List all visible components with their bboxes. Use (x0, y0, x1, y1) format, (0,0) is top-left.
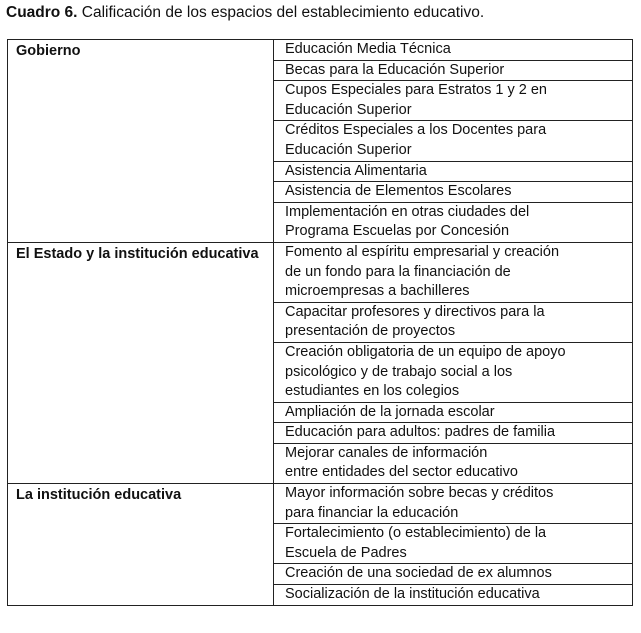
table-cell (274, 523, 632, 563)
table-group (8, 40, 632, 242)
table-cell (274, 120, 632, 160)
cell-text-line: Creación de una sociedad de ex alumnos (285, 565, 552, 582)
table-caption (6, 3, 484, 23)
caption-text: Calificación de los espacios del establecimiento educativo. (81, 4, 485, 21)
cell-text-line: Cupos Especiales para Estratos 1 y 2 en (285, 82, 547, 99)
cell-text-line: Socialización de la institución educativa (285, 586, 540, 603)
group-label: El Estado y la institución educativa (8, 243, 274, 483)
table-cell (274, 80, 632, 120)
table-group (8, 242, 632, 483)
cell-text-line: Educación para adultos: padres de familia (285, 424, 556, 441)
cell-text-line: Educación Superior (285, 141, 412, 158)
cell-text-line: Mejorar canales de información (285, 444, 488, 461)
table-cell (274, 422, 632, 443)
table-cell (274, 181, 632, 202)
table-cell (274, 484, 632, 523)
cell-text-line: Escuela de Padres (285, 544, 407, 561)
cell-text-line: Implementación en otras ciudades del (285, 203, 530, 220)
cell-text-line: para financiar la educación (285, 504, 459, 521)
cell-text-line: Créditos Especiales a los Docentes para (285, 122, 547, 139)
cell-text-line: Mayor información sobre becas y créditos (285, 485, 554, 502)
cell-text-line: Creación obligatoria de un equipo de apoyo (285, 343, 566, 360)
table-cell (274, 563, 632, 584)
cell-text-line: Fomento al espíritu empresarial y creación (285, 243, 560, 260)
table-cell (274, 443, 632, 483)
table-cell (274, 202, 632, 242)
group-items (274, 243, 632, 483)
cell-text-line: entre entidades del sector educativo (285, 464, 518, 481)
group-label: Gobierno (8, 40, 274, 242)
group-items (274, 484, 632, 605)
table-cell (274, 60, 632, 81)
table-cell (274, 302, 632, 342)
cell-text-line: psicológico y de trabajo social a los (285, 363, 513, 380)
cell-text-line: Ampliación de la jornada escolar (285, 403, 495, 420)
cell-text-line: de un fondo para la financiación de (285, 263, 511, 280)
cell-text-line: Fortalecimiento (o establecimiento) de la (285, 525, 547, 542)
cell-text-line: Capacitar profesores y directivos para la (285, 303, 545, 320)
cell-text-line: presentación de proyectos (285, 323, 456, 340)
cell-text-line: estudiantes en los colegios (285, 383, 460, 400)
caption-label: Cuadro 6. (6, 4, 78, 21)
cell-text-line: Becas para la Educación Superior (285, 61, 505, 78)
group-label: La institución educativa (8, 484, 274, 605)
table-cell (274, 584, 632, 605)
cell-text-line: Educación Media Técnica (285, 41, 451, 57)
cell-text-line: Asistencia de Elementos Escolares (285, 183, 512, 200)
table-cell (274, 243, 632, 302)
group-items (274, 40, 632, 242)
cell-text-line: Asistencia Alimentaria (285, 162, 427, 179)
cell-text-line: Programa Escuelas por Concesión (285, 223, 510, 240)
table-cell (274, 40, 632, 60)
cell-text-line: microempresas a bachilleres (285, 283, 470, 300)
table-cell (274, 342, 632, 402)
table-cell (274, 161, 632, 182)
table-group (8, 483, 632, 605)
classification-table (7, 39, 633, 606)
cell-text-line: Educación Superior (285, 101, 412, 118)
table-cell (274, 402, 632, 423)
